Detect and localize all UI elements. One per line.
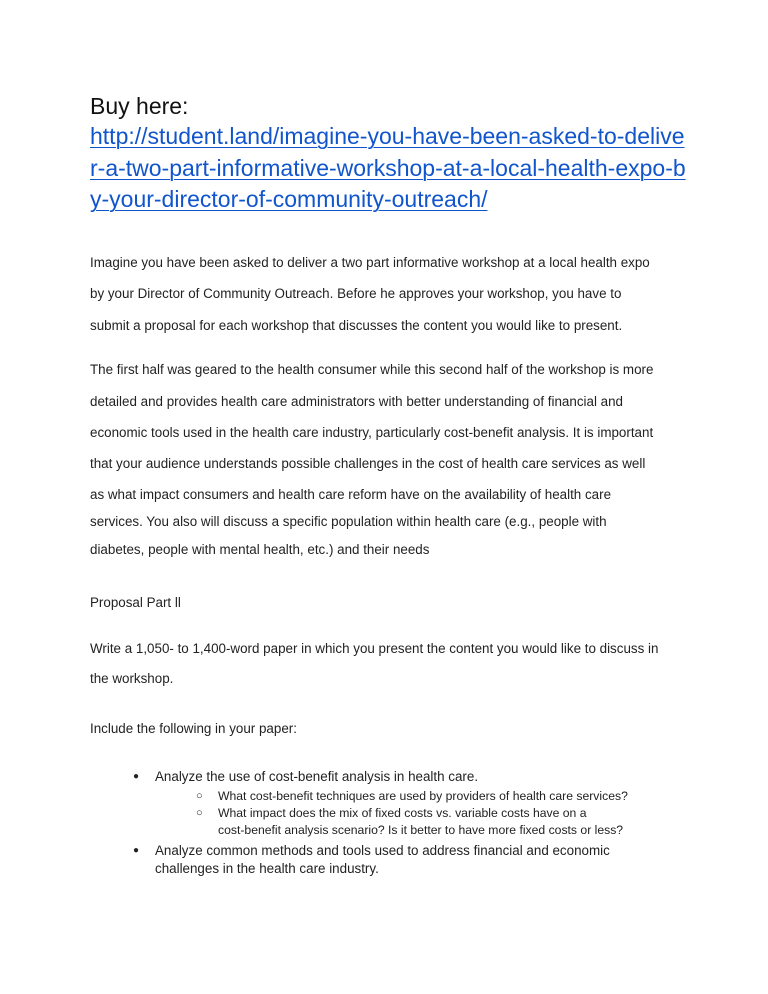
paragraph2-line: economic tools used in the health care industry, particularly cost-benefit analysis. It is important [90,425,654,440]
product-url-link-line-3[interactable]: y-your-director-of-community-outreach/ [90,186,488,212]
list-item-continuation: challenges in the health care industry. [155,861,379,876]
product-url-link-line-2[interactable]: r-a-two-part-informative-workshop-at-a-local-health-expo-b [90,155,686,181]
paragraph1-line: submit a proposal for each workshop that discusses the content you would like to present. [90,318,623,333]
paragraph2-line: diabetes, people with mental health, etc.) and their needs [90,542,430,557]
paragraph3-line: Write a 1,050- to 1,400-word paper in which you present the content you would like to discuss in [90,641,659,656]
bullet-icon: ● [133,845,140,856]
include-label: Include the following in your paper: [90,721,297,736]
list-item: Analyze the use of cost-benefit analysis in health care. [155,769,479,784]
sub-bullet-icon: ○ [196,807,203,819]
sub-list-item-continuation: cost-benefit analysis scenario? Is it better to have more fixed costs or less? [218,823,624,837]
paragraph3-line: the workshop. [90,671,174,686]
bullet-icon: ● [133,771,140,782]
paragraph2-line: services. You also will discuss a specific population within health care (e.g., people with [90,514,607,529]
section-title-proposal-part-2: Proposal Part ll [90,595,181,610]
sub-list-item: What impact does the mix of fixed costs vs. variable costs have on a [218,806,587,820]
product-url-link-line-1[interactable]: http://student.land/imagine-you-have-been-asked-to-delive [90,123,685,149]
sub-list-item: What cost-benefit techniques are used by providers of health care services? [218,789,628,803]
paragraph1-line: by your Director of Community Outreach. Before he approves your workshop, you have to [90,286,622,301]
paragraph2-line: The first half was geared to the health consumer while this second half of the workshop is more [90,362,654,377]
paragraph2-line: that your audience understands possible challenges in the cost of health care services as well [90,456,646,471]
paragraph2-line: detailed and provides health care administrators with better understanding of financial and [90,394,623,409]
buy-here-heading: Buy here: [90,93,189,119]
list-item: Analyze common methods and tools used to address financial and economic [155,843,610,858]
paragraph1-line: Imagine you have been asked to deliver a two part informative workshop at a local health expo [90,255,650,270]
paragraph2-line: as what impact consumers and health care reform have on the availability of health care [90,487,612,502]
sub-bullet-icon: ○ [196,790,203,802]
